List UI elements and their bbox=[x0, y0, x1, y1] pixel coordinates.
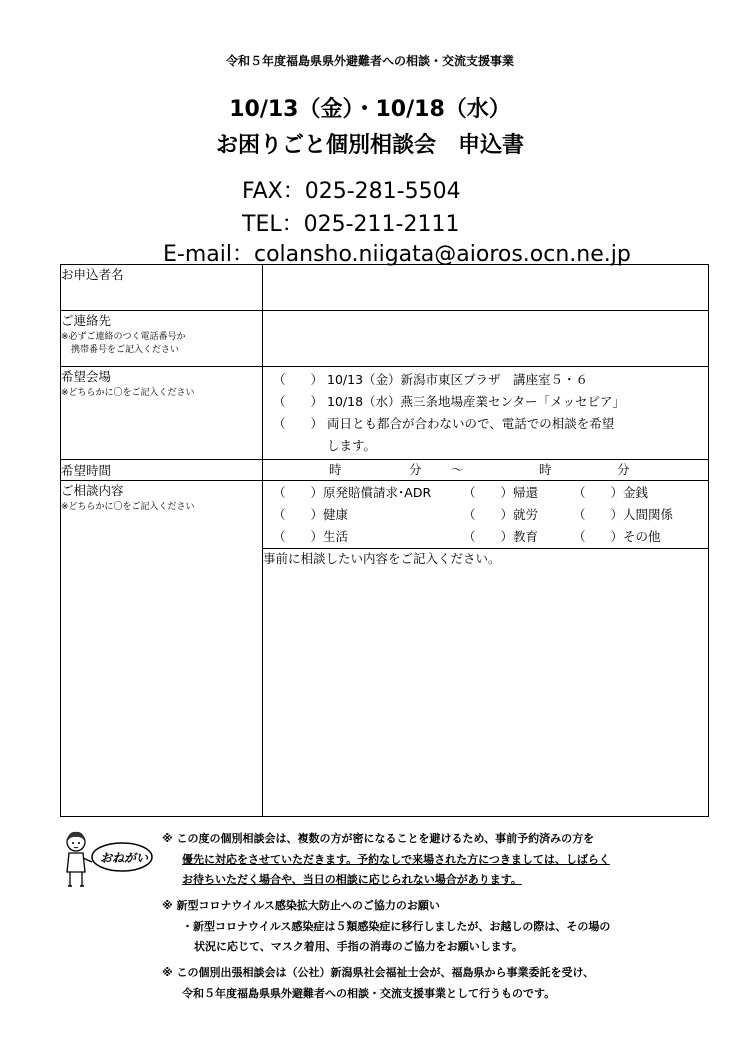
topic-option[interactable]: （ ）帰還 bbox=[463, 485, 539, 500]
notice-2-line-3: 状況に応じて、マスク着用、手指の消毒のご協力をお願いします。 bbox=[194, 940, 523, 953]
topic-option[interactable]: （ ）就労 bbox=[463, 507, 539, 522]
notice-1-line-2: 優先に対応をさせていただきます。予約なしで来場された方につきましては、しばらく bbox=[182, 852, 610, 866]
badge-text: おねがい bbox=[100, 851, 149, 865]
topic-detail-field[interactable] bbox=[263, 549, 709, 817]
topic-options-row bbox=[263, 482, 708, 504]
venue-option[interactable]: （ ） 両日とも都合が合わないので、電話での相談を希望 bbox=[273, 416, 615, 431]
topic-option[interactable]: （ ）生活 bbox=[273, 529, 349, 544]
notice-3 bbox=[162, 963, 722, 1004]
topic-prompt: 事前に相談したい内容をご記入ください。 bbox=[263, 551, 501, 566]
application-form bbox=[60, 264, 709, 817]
notice-1-line-3: お待ちいただく場合や、当日の相談に応じられない場合があります。 bbox=[182, 873, 522, 886]
topic-row bbox=[61, 481, 709, 549]
venue-option-cont: します。 bbox=[327, 438, 377, 453]
time-tilde: ～ bbox=[451, 462, 464, 477]
time-field[interactable] bbox=[263, 460, 709, 481]
topic-option[interactable]: （ ）健康 bbox=[273, 507, 349, 522]
topic-label: ご相談内容 bbox=[61, 483, 124, 498]
notice-2-line-1: ※ 新型コロナウイルス感染拡大防止へのご協力のお願い bbox=[162, 899, 440, 912]
contact-note: ※必ずご連絡のつく電話番号か bbox=[61, 332, 186, 342]
topic-options-row bbox=[263, 526, 708, 548]
time-min-2: 分 bbox=[617, 462, 630, 477]
time-min-1: 分 bbox=[409, 462, 422, 477]
notice-3-line-1: ※ この個別出張相談会は（公社）新潟県社会福祉士会が、福島県から事業委託を受け、 bbox=[162, 966, 595, 979]
venue-label: 希望会場 bbox=[61, 369, 112, 384]
email-address: E-mail：colansho.niigata@aioros.ocn.ne.jp bbox=[163, 242, 631, 267]
notice-2-line-2: ・新型コロナウイルス感染症は５類感染症に移行しましたが、お越しの際は、その場の bbox=[182, 919, 611, 933]
time-row bbox=[61, 460, 709, 481]
notice-3-line-2: 令和５年度福島県県外避難者への相談・交流支援事業として行うものです。 bbox=[182, 986, 556, 1000]
topic-note: ※どちらかに〇をご記入ください bbox=[61, 502, 195, 512]
venue-option[interactable]: （ ） 10/18（水）燕三条地場産業センター「メッセピア」 bbox=[273, 394, 626, 409]
notice-1-line-1: ※ この度の個別相談会は、複数の方が密になることを避けるため、事前予約済みの方を bbox=[162, 832, 595, 845]
contact-label: ご連絡先 bbox=[61, 313, 112, 328]
venue-row bbox=[61, 367, 709, 460]
contact-field[interactable] bbox=[263, 311, 709, 367]
applicant-label: お申込者名 bbox=[61, 267, 124, 282]
venue-note: ※どちらかに〇をご記入ください bbox=[61, 388, 195, 398]
time-hour-1: 時 bbox=[329, 462, 342, 477]
time-hour-2: 時 bbox=[539, 462, 552, 477]
tel-number: TEL：025-211-2111 bbox=[242, 212, 460, 237]
topic-options-row bbox=[263, 504, 708, 526]
applicant-name-field[interactable] bbox=[263, 265, 709, 311]
page-title: お困りごと個別相談会 申込書 bbox=[215, 133, 524, 158]
topic-option[interactable]: （ ）原発賠償請求･ADR bbox=[273, 485, 432, 500]
contact-row bbox=[61, 311, 709, 367]
notice-1 bbox=[162, 829, 722, 891]
topic-option[interactable]: （ ）人間関係 bbox=[573, 507, 674, 522]
topic-option[interactable]: （ ）金銭 bbox=[573, 485, 649, 500]
venue-option[interactable]: （ ） 10/13（金）新潟市東区プラザ 講座室５・６ bbox=[273, 372, 589, 387]
topic-option[interactable]: （ ）教育 bbox=[463, 529, 539, 544]
onegai-illustration bbox=[60, 826, 156, 890]
header-line: 令和５年度福島県県外避難者への相談・交流支援事業 bbox=[225, 54, 514, 68]
applicant-row bbox=[61, 265, 709, 311]
event-dates: 10/13（金）・10/18（水） bbox=[229, 97, 511, 122]
fax-number: FAX：025-281-5504 bbox=[242, 179, 461, 204]
time-label: 希望時間 bbox=[61, 463, 112, 478]
topic-option[interactable]: （ ）その他 bbox=[573, 529, 661, 544]
contact-note-cont: 携帯番号をご記入ください bbox=[71, 345, 180, 355]
notice-2 bbox=[162, 896, 722, 958]
